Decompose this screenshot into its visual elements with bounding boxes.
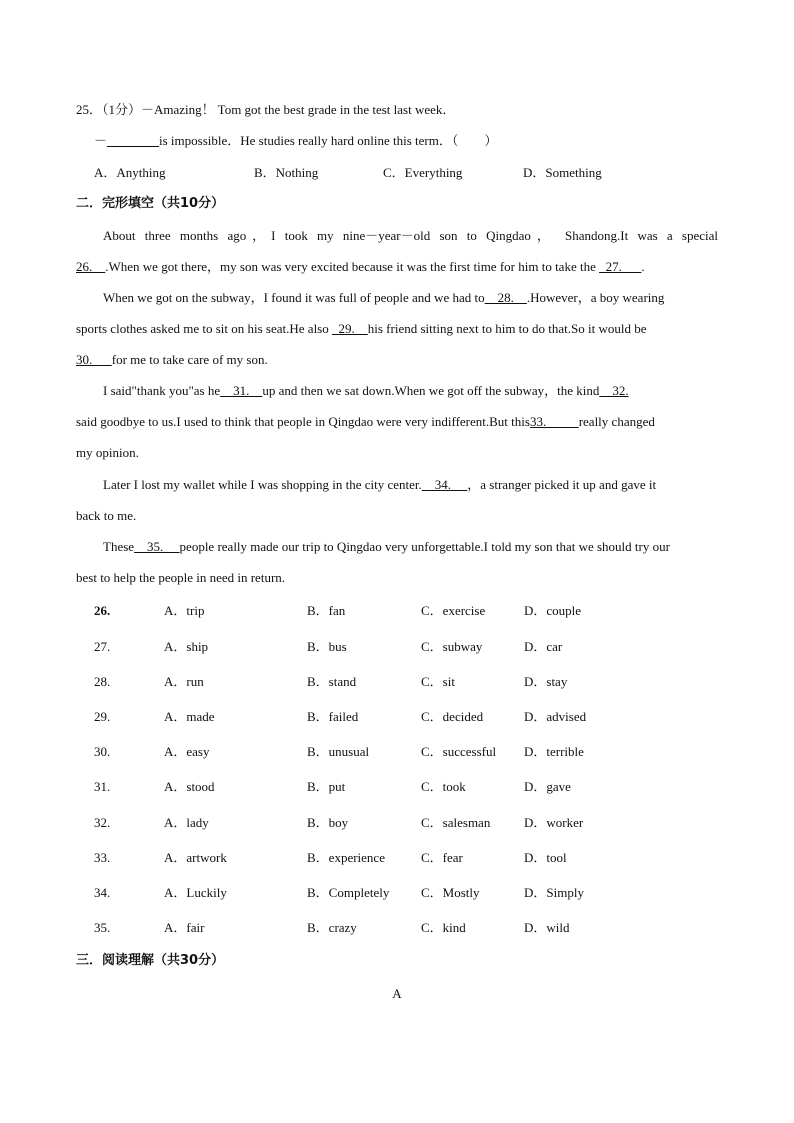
option-d[interactable]: D．car bbox=[524, 639, 563, 654]
passage-text: said goodbye to us.I used to think that people in Qingdao were very indifferent.But this bbox=[76, 414, 530, 429]
question-number: 26. bbox=[94, 603, 111, 618]
section-title-cloze: 二．完形填空（共10分） bbox=[76, 196, 225, 211]
passage-p2-line1 bbox=[103, 290, 664, 306]
option-b[interactable]: B．failed bbox=[307, 709, 359, 724]
passage-p3-line3: my opinion. bbox=[76, 445, 139, 460]
passage-text: sports clothes asked me to sit on his seat.He also bbox=[76, 321, 332, 336]
option-d[interactable]: D．stay bbox=[524, 674, 568, 689]
blank-33: 33. bbox=[529, 414, 579, 429]
option-c[interactable]: C．exercise bbox=[421, 603, 486, 618]
blank-28: 28. bbox=[484, 290, 527, 305]
option-b[interactable]: B．unusual bbox=[307, 744, 370, 759]
passage-p1-line2 bbox=[76, 259, 645, 275]
option-b[interactable]: B．fan bbox=[307, 603, 346, 618]
option-b[interactable]: B．bus bbox=[307, 639, 347, 654]
blank-26: 26. bbox=[76, 259, 106, 274]
passage-p1-line1: About three months ago，I took my nine－year－old son to Qingdao， Shandong.It was a special bbox=[103, 228, 718, 243]
question-number: 29. bbox=[94, 709, 111, 724]
q25-text: is impossible．He studies really hard online this term．（ ） bbox=[159, 133, 498, 148]
q25-option-c[interactable]: C．Everything bbox=[383, 165, 463, 180]
blank-34: 34. bbox=[421, 477, 468, 492]
blank-32: 32. bbox=[599, 383, 629, 398]
passage-p2-line2 bbox=[76, 321, 647, 337]
blank-35: 35. bbox=[134, 539, 180, 554]
question-row-30 bbox=[0, 744, 794, 760]
passage-p4-line2: back to me. bbox=[76, 508, 137, 523]
option-d[interactable]: D．advised bbox=[524, 709, 587, 724]
q25-option-b[interactable]: B．Nothing bbox=[254, 165, 319, 180]
passage-text: Later I lost my wallet while I was shopping in the city center. bbox=[103, 477, 422, 492]
option-b[interactable]: B．stand bbox=[307, 674, 357, 689]
option-a[interactable]: A．easy bbox=[164, 744, 210, 759]
passage-text: up and then we sat down.When we got off the subway，the kind bbox=[262, 383, 600, 398]
q25-stem: 25．（1分）－Amazing！ Tom got the best grade in the test last week． bbox=[76, 102, 456, 117]
question-row-32 bbox=[0, 815, 794, 831]
option-a[interactable]: A．artwork bbox=[164, 850, 227, 865]
passage-p5-line2: best to help the people in need in return. bbox=[76, 570, 286, 585]
passage-text: I said"thank you"as he bbox=[103, 383, 221, 398]
option-d[interactable]: D．worker bbox=[524, 815, 584, 830]
question-number: 33. bbox=[94, 850, 111, 865]
blank-30: 30. bbox=[76, 352, 112, 367]
passage-label-a: A bbox=[392, 986, 402, 1001]
passage-p3-line1 bbox=[103, 383, 629, 399]
option-c[interactable]: C．Mostly bbox=[421, 885, 480, 900]
question-number: 27. bbox=[94, 639, 111, 654]
passage-p4-line1 bbox=[103, 477, 656, 493]
question-number: 30. bbox=[94, 744, 111, 759]
q25-stem-line2 bbox=[94, 133, 497, 149]
blank-29: 29. bbox=[332, 321, 368, 336]
passage-text: really changed bbox=[578, 414, 655, 429]
option-a[interactable]: A．run bbox=[164, 674, 204, 689]
passage-text: . bbox=[641, 259, 645, 274]
passage-text: .However，a boy wearing bbox=[526, 290, 665, 305]
option-d[interactable]: D．gave bbox=[524, 779, 571, 794]
question-row-31 bbox=[0, 779, 794, 795]
option-a[interactable]: A．ship bbox=[164, 639, 209, 654]
option-d[interactable]: D．tool bbox=[524, 850, 567, 865]
passage-p2-line3 bbox=[76, 352, 268, 368]
option-a[interactable]: A．trip bbox=[164, 603, 205, 618]
question-row-34 bbox=[0, 885, 794, 901]
question-row-35 bbox=[0, 920, 794, 936]
option-d[interactable]: D．Simply bbox=[524, 885, 584, 900]
passage-text: These bbox=[103, 539, 135, 554]
blank-31: 31. bbox=[220, 383, 263, 398]
passage-text: people really made our trip to Qingdao very unforgettable.I told my son that we should try our bbox=[179, 539, 670, 554]
passage-p3-line2 bbox=[76, 414, 655, 430]
question-row-33 bbox=[0, 850, 794, 866]
question-row-27 bbox=[0, 639, 794, 655]
blank-27: 27. bbox=[599, 259, 642, 274]
option-c[interactable]: C．successful bbox=[421, 744, 497, 759]
q25-blank: ________ bbox=[107, 133, 160, 148]
question-number: 31. bbox=[94, 779, 111, 794]
section-title-reading: 三．阅读理解（共30分） bbox=[76, 953, 225, 968]
option-d[interactable]: D．couple bbox=[524, 603, 582, 618]
option-a[interactable]: A．stood bbox=[164, 779, 215, 794]
option-c[interactable]: C．took bbox=[421, 779, 466, 794]
q25-option-d[interactable]: D．Something bbox=[523, 165, 602, 180]
passage-text: When we got on the subway，I found it was full of people and we had to bbox=[103, 290, 485, 305]
option-a[interactable]: A．lady bbox=[164, 815, 209, 830]
question-row-29 bbox=[0, 709, 794, 725]
option-a[interactable]: A．made bbox=[164, 709, 215, 724]
question-row-28 bbox=[0, 674, 794, 690]
option-d[interactable]: D．wild bbox=[524, 920, 570, 935]
option-d[interactable]: D．terrible bbox=[524, 744, 584, 759]
option-b[interactable]: B．experience bbox=[307, 850, 385, 865]
option-c[interactable]: C．subway bbox=[421, 639, 483, 654]
option-c[interactable]: C．decided bbox=[421, 709, 484, 724]
option-c[interactable]: C．salesman bbox=[421, 815, 491, 830]
question-row-26 bbox=[0, 603, 794, 619]
option-b[interactable]: B．crazy bbox=[307, 920, 357, 935]
q25-option-a[interactable]: A．Anything bbox=[94, 165, 166, 180]
option-c[interactable]: C．fear bbox=[421, 850, 463, 865]
option-b[interactable]: B．boy bbox=[307, 815, 349, 830]
question-number: 35. bbox=[94, 920, 111, 935]
option-b[interactable]: B．Completely bbox=[307, 885, 390, 900]
passage-text: .When we got there，my son was very excited because it was the first time for him to take the bbox=[105, 259, 600, 274]
passage-text: ，a stranger picked it up and gave it bbox=[467, 477, 657, 492]
option-c[interactable]: C．sit bbox=[421, 674, 455, 689]
option-a[interactable]: A．fair bbox=[164, 920, 205, 935]
option-c[interactable]: C．kind bbox=[421, 920, 466, 935]
question-number: 34. bbox=[94, 885, 111, 900]
passage-text: for me to take care of my son. bbox=[111, 352, 268, 367]
passage-p5-line1 bbox=[103, 539, 670, 555]
question-number: 32. bbox=[94, 815, 111, 830]
q25-dash: － bbox=[94, 133, 108, 148]
question-number: 28. bbox=[94, 674, 111, 689]
option-a[interactable]: A．Luckily bbox=[164, 885, 227, 900]
passage-text: his friend sitting next to him to do that.So it would be bbox=[367, 321, 647, 336]
option-b[interactable]: B．put bbox=[307, 779, 346, 794]
